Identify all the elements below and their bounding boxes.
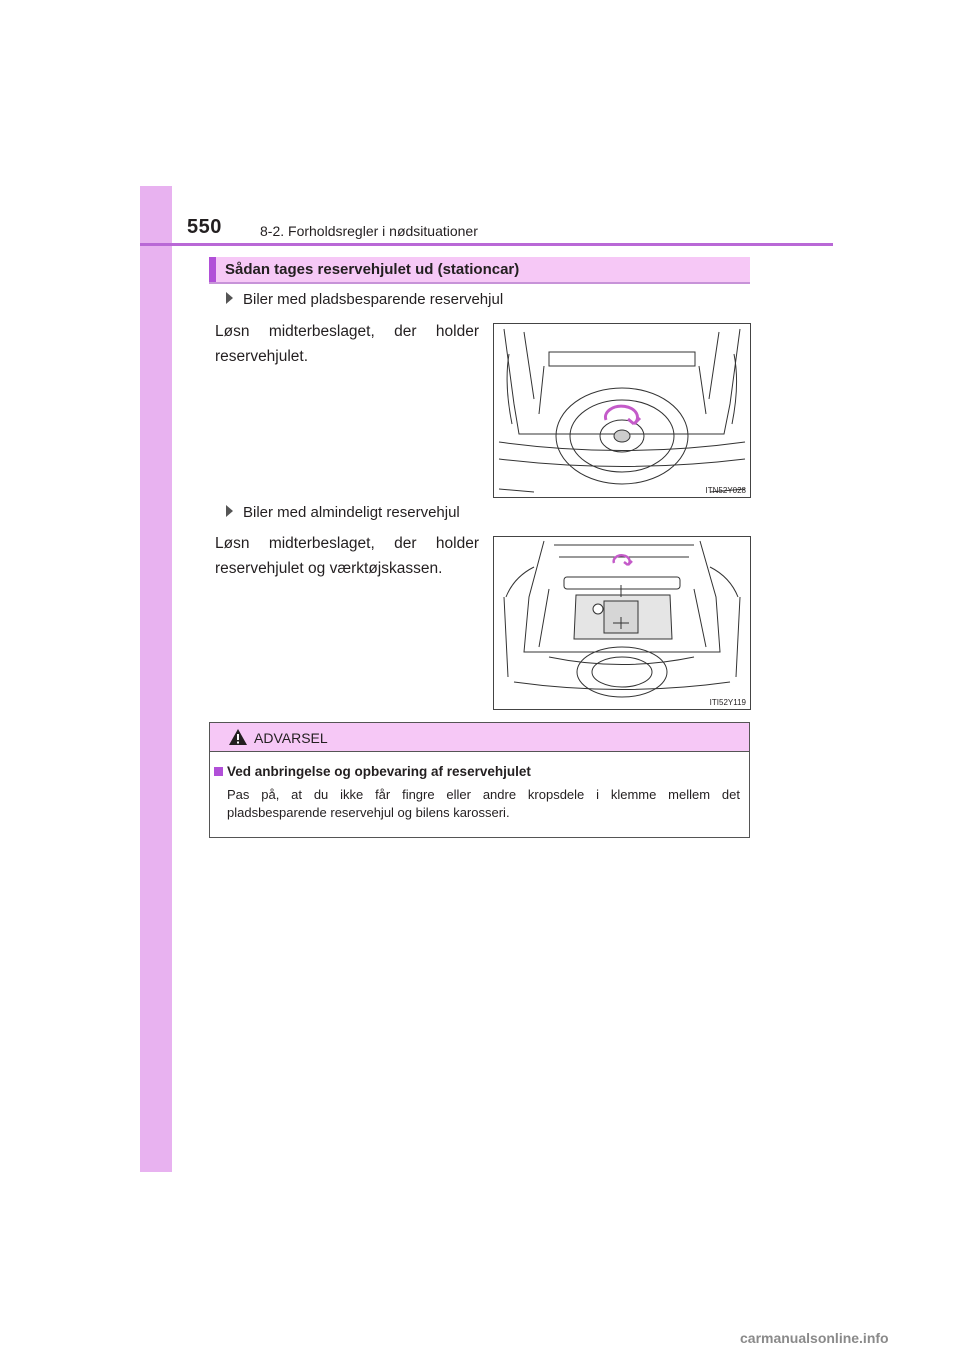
warning-text-line: Pas på, at du ikke får fingre eller andre kropsdele i klemme mellem det (227, 787, 740, 802)
subhead-full-size-text: Biler med almindeligt reservehjul (243, 504, 460, 521)
warning-text-line: pladsbesparende reservehjul og bilens karosseri. (227, 805, 510, 820)
trunk-toolbox-illustration (494, 537, 750, 709)
header-rule (140, 243, 833, 246)
warning-title: Ved anbringelse og opbevaring af reservehjulet (227, 764, 531, 779)
subhead-space-saver (226, 291, 503, 308)
section-heading-text: Sådan tages reservehjulet ud (stationcar) (225, 261, 520, 278)
warning-box (209, 722, 750, 838)
rotate-arrow-icon (605, 406, 640, 424)
instruction-space-saver (215, 319, 479, 369)
instruction-full-size (215, 531, 479, 581)
instruction-line: reservehjulet. (215, 348, 309, 365)
watermark: carmanualsonline.info (740, 1330, 889, 1346)
subhead-space-saver-text: Biler med pladsbesparende reservehjul (243, 291, 504, 308)
square-bullet-icon (214, 767, 223, 776)
page-number: 550 (187, 216, 222, 238)
warning-triangle-icon (228, 728, 248, 746)
subhead-full-size (226, 504, 460, 521)
triangle-bullet-icon (226, 505, 233, 517)
instruction-line: Løsn midterbeslaget, der holder (215, 323, 479, 340)
section-path: 8-2. Forholdsregler i nødsituationer (260, 223, 478, 239)
instruction-line: Løsn midterbeslaget, der holder (215, 535, 479, 552)
warning-header (210, 723, 749, 752)
section-heading (209, 257, 750, 284)
side-tab (140, 186, 172, 1172)
warning-label: ADVARSEL (254, 730, 328, 746)
figure-id: ITI52Y119 (709, 698, 746, 707)
figure-id: ITN52Y028 (705, 486, 746, 495)
figure-space-saver-spare (493, 323, 751, 498)
triangle-bullet-icon (226, 292, 233, 304)
figure-full-size-spare (493, 536, 751, 710)
instruction-line: reservehjulet og værktøjskassen. (215, 560, 443, 577)
trunk-spare-tire-illustration (494, 324, 750, 497)
warning-text (227, 786, 740, 822)
heading-accent (209, 257, 216, 282)
